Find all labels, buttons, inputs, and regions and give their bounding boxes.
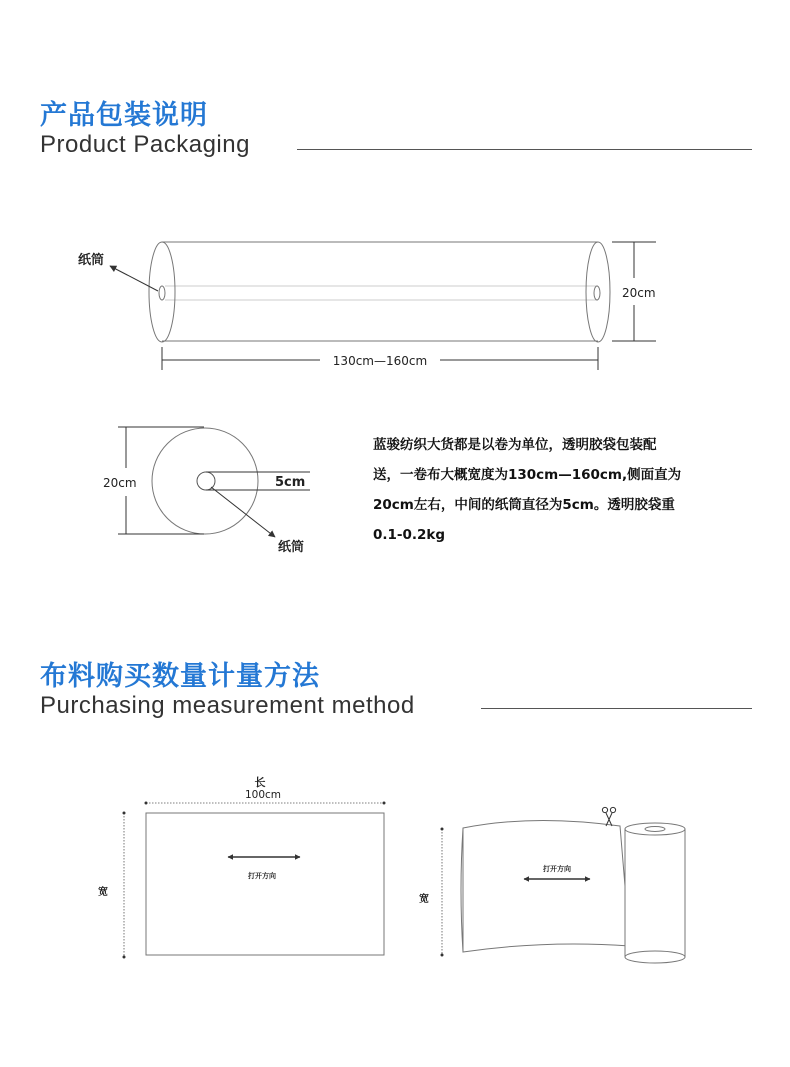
roll-diameter-label: 20cm	[103, 476, 137, 490]
paper-tube-callout-2	[211, 487, 304, 555]
paper-tube-label: 纸筒	[78, 253, 105, 268]
roll-height-label: 20cm	[622, 286, 656, 300]
section-title-packaging-cn: 产品包装说明	[40, 100, 208, 131]
fabric-length-dimension	[145, 775, 386, 805]
roll-length-label: 130cm—160cm	[332, 354, 428, 368]
roll-length-dimension	[162, 347, 598, 370]
description-line: 送，一卷布大概宽度为130cm—160cm,侧面直为	[373, 467, 682, 483]
roll-end-view	[152, 428, 258, 534]
length-value: 100cm	[244, 789, 282, 801]
section-title-measurement-en: Purchasing measurement method	[40, 692, 415, 719]
width-label: 宽	[419, 894, 429, 905]
open-direction-label: 打开方向	[543, 865, 571, 873]
fabric-width-dimension-1	[98, 812, 126, 959]
scissors-icon	[602, 807, 615, 826]
length-title: 长	[254, 776, 266, 789]
roll-side-view	[149, 242, 610, 342]
fabric-width-dimension-2	[419, 828, 444, 957]
core-diameter-label: 5cm	[275, 475, 306, 490]
fabric-flat-piece	[146, 813, 384, 955]
description-line: 20cm左右，中间的纸筒直径为5cm。透明胶袋重	[373, 497, 675, 513]
width-label: 宽	[98, 887, 108, 898]
fabric-unrolling	[461, 820, 685, 963]
paper-tube-callout-1	[78, 252, 158, 291]
roll-diameter-dimension	[103, 427, 204, 534]
description-line: 0.1-0.2kg	[373, 527, 446, 543]
section-title-packaging-en: Product Packaging	[40, 131, 250, 158]
section-title-measurement-cn: 布料购买数量计量方法	[40, 661, 320, 692]
paper-tube-label: 纸筒	[278, 540, 305, 555]
roll-height-dimension	[612, 242, 656, 341]
open-direction-label: 打开方向	[248, 872, 276, 880]
description-line: 蓝骏纺织大货都是以卷为单位，透明胶袋包装配	[373, 437, 657, 453]
